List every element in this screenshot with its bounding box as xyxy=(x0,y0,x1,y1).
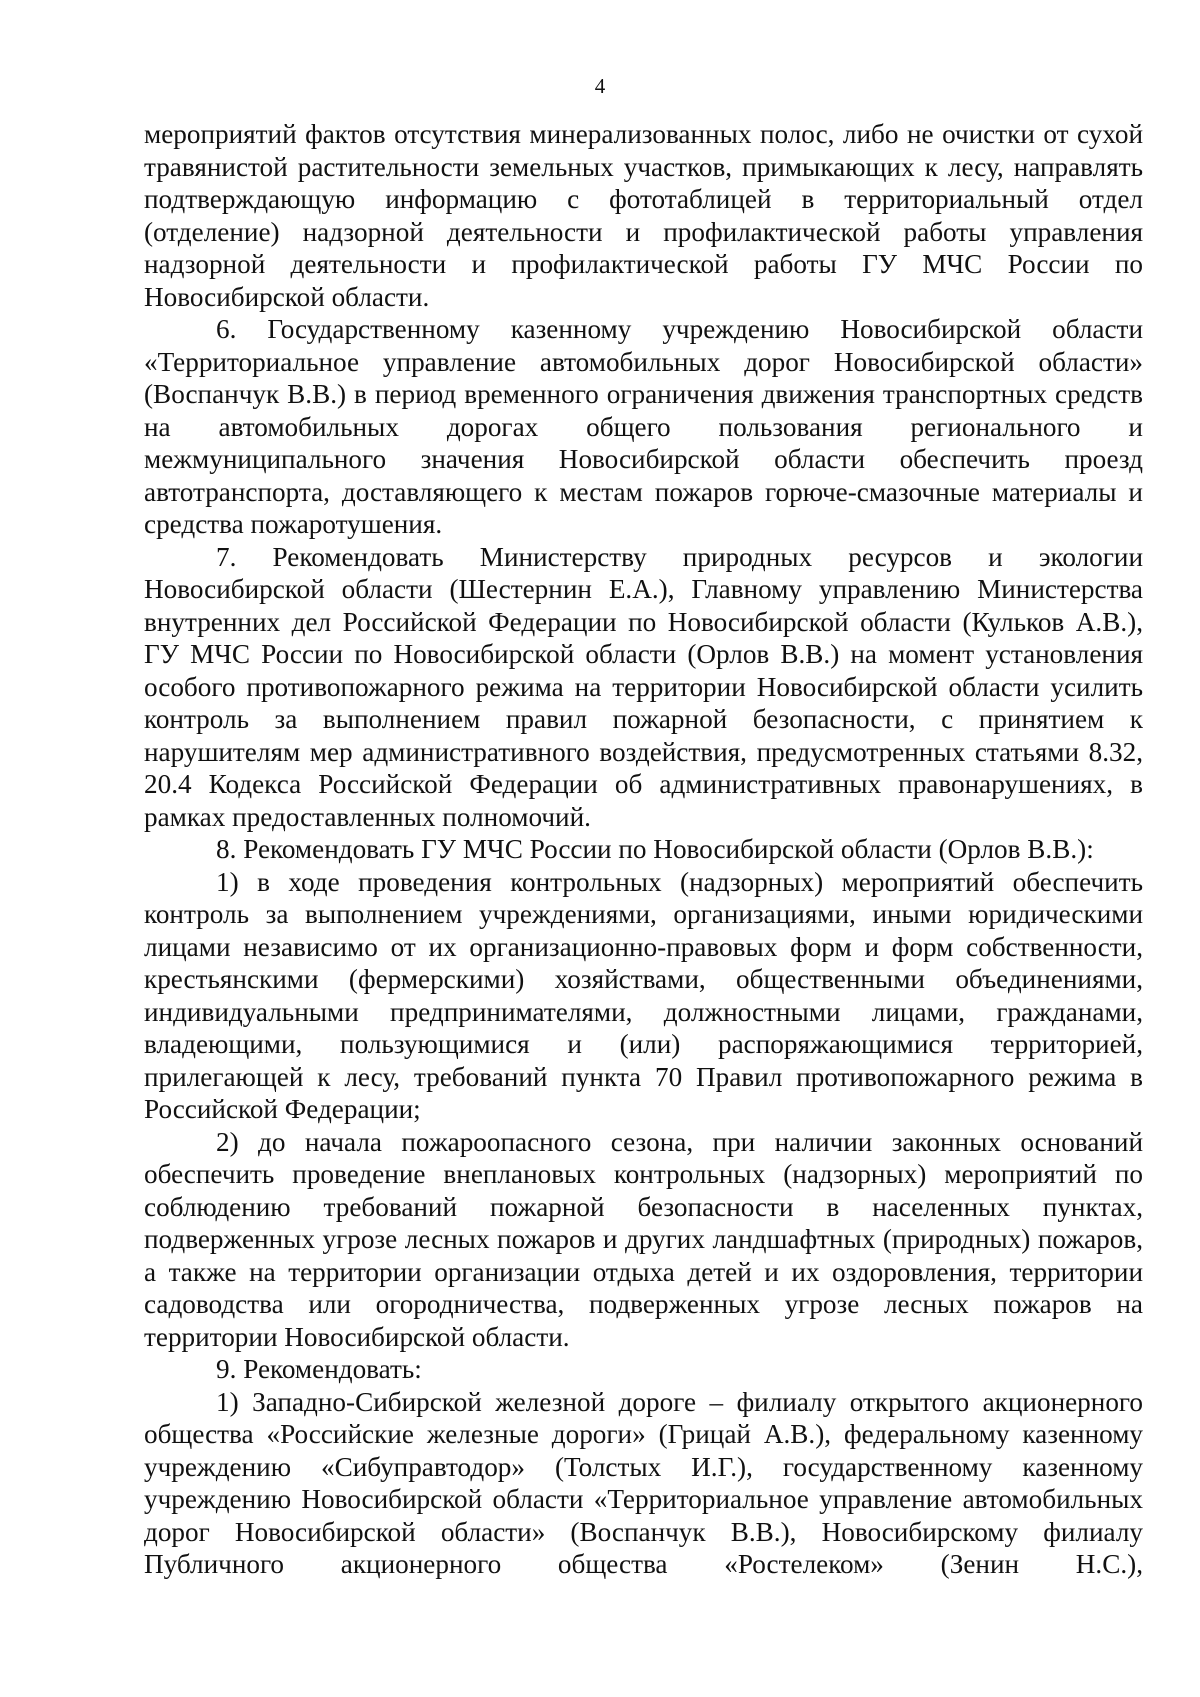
page-number: 4 xyxy=(594,74,606,98)
paragraph-continued-5: мероприятий фактов отсутствия минерализованных полос, либо не очистки от сухой травянистой растительности земельных участков, примыкающих к лесу, направлять подтверждающую информацию с фототаблицей в территориальный отдел (отделение) надзорной деятельности и профилактической работы управления надзорной деятельности и профилактической работы ГУ МЧС России по Новосибирской области. xyxy=(144,119,1143,312)
document-body xyxy=(144,118,1143,1581)
paragraph-8-item-2: 2) до начала пожароопасного сезона, при наличии законных оснований обеспечить проведение внеплановых контрольных (надзорных) мероприятий по соблюдению требований пожарной безопасности в населенных пунктах, подверженных угрозе лесных пожаров и других ландшафтных (природных) пожаров, а также на территории организации отдыха детей и их оздоровления, территории садоводства или огородничества, подверженных угрозе лесных пожаров на территории Новосибирской области. xyxy=(144,1126,1143,1352)
paragraph-6: 6. Государственному казенному учреждению Новосибирской области «Территориальное управление автомобильных дорог Новосибирской области» (Воспанчук В.В.) в период временного ограничения движения транспортных средств на автомобильных дорогах общего пользования регионального и межмуниципального значения Новосибирской области обеспечить проезд автотранспорта, доставляющего к местам пожаров горюче-смазочные материалы и средства пожаротушения. xyxy=(144,314,1143,539)
paragraph-9: 9. Рекомендовать: xyxy=(216,1354,422,1384)
paragraph-8: 8. Рекомендовать ГУ МЧС России по Новосибирской области (Орлов В.В.): xyxy=(216,834,1094,864)
paragraph-8-item-1: 1) в ходе проведения контрольных (надзорных) мероприятий обеспечить контроль за выполнением учреждениями, организациями, иными юридическими лицами независимо от их организационно-правовых форм и форм собственности, крестьянскими (фермерскими) хозяйствами, общественными объединениями, индивидуальными предпринимателями, должностными лицами, гражданами, владеющими, пользующимися и (или) распоряжающимися территорией, прилегающей к лесу, требований пункта 70 Правил противопожарного режима в Российской Федерации; xyxy=(144,866,1143,1124)
paragraph-7: 7. Рекомендовать Министерству природных ресурсов и экологии Новосибирской области (Шестернин Е.А.), Главному управлению Министерства внутренних дел Российской Федерации по Новосибирской области (Кульков А.В.), ГУ МЧС России по Новосибирской области (Орлов В.В.) на момент установления особого противопожарного режима на территории Новосибирской области усилить контроль за выполнением правил пожарной безопасности, с принятием к нарушителям мер административного воздействия, предусмотренных статьями 8.32, 20.4 Кодекса Российской Федерации об административных правонарушениях, в рамках предоставленных полномочий. xyxy=(144,541,1143,832)
paragraph-9-item-1: 1) Западно-Сибирской железной дороге – филиалу открытого акционерного общества «Российские железные дороги» (Грицай А.В.), федеральному казенному учреждению «Сибуправтодор» (Толстых И.Г.), государственному казенному учреждению Новосибирской области «Территориальное управление автомобильных дорог Новосибирской области» (Воспанчук В.В.), Новосибирскому филиалу Публичного акционерного общества «Ростелеком» (Зенин Н.С.), xyxy=(144,1386,1143,1579)
